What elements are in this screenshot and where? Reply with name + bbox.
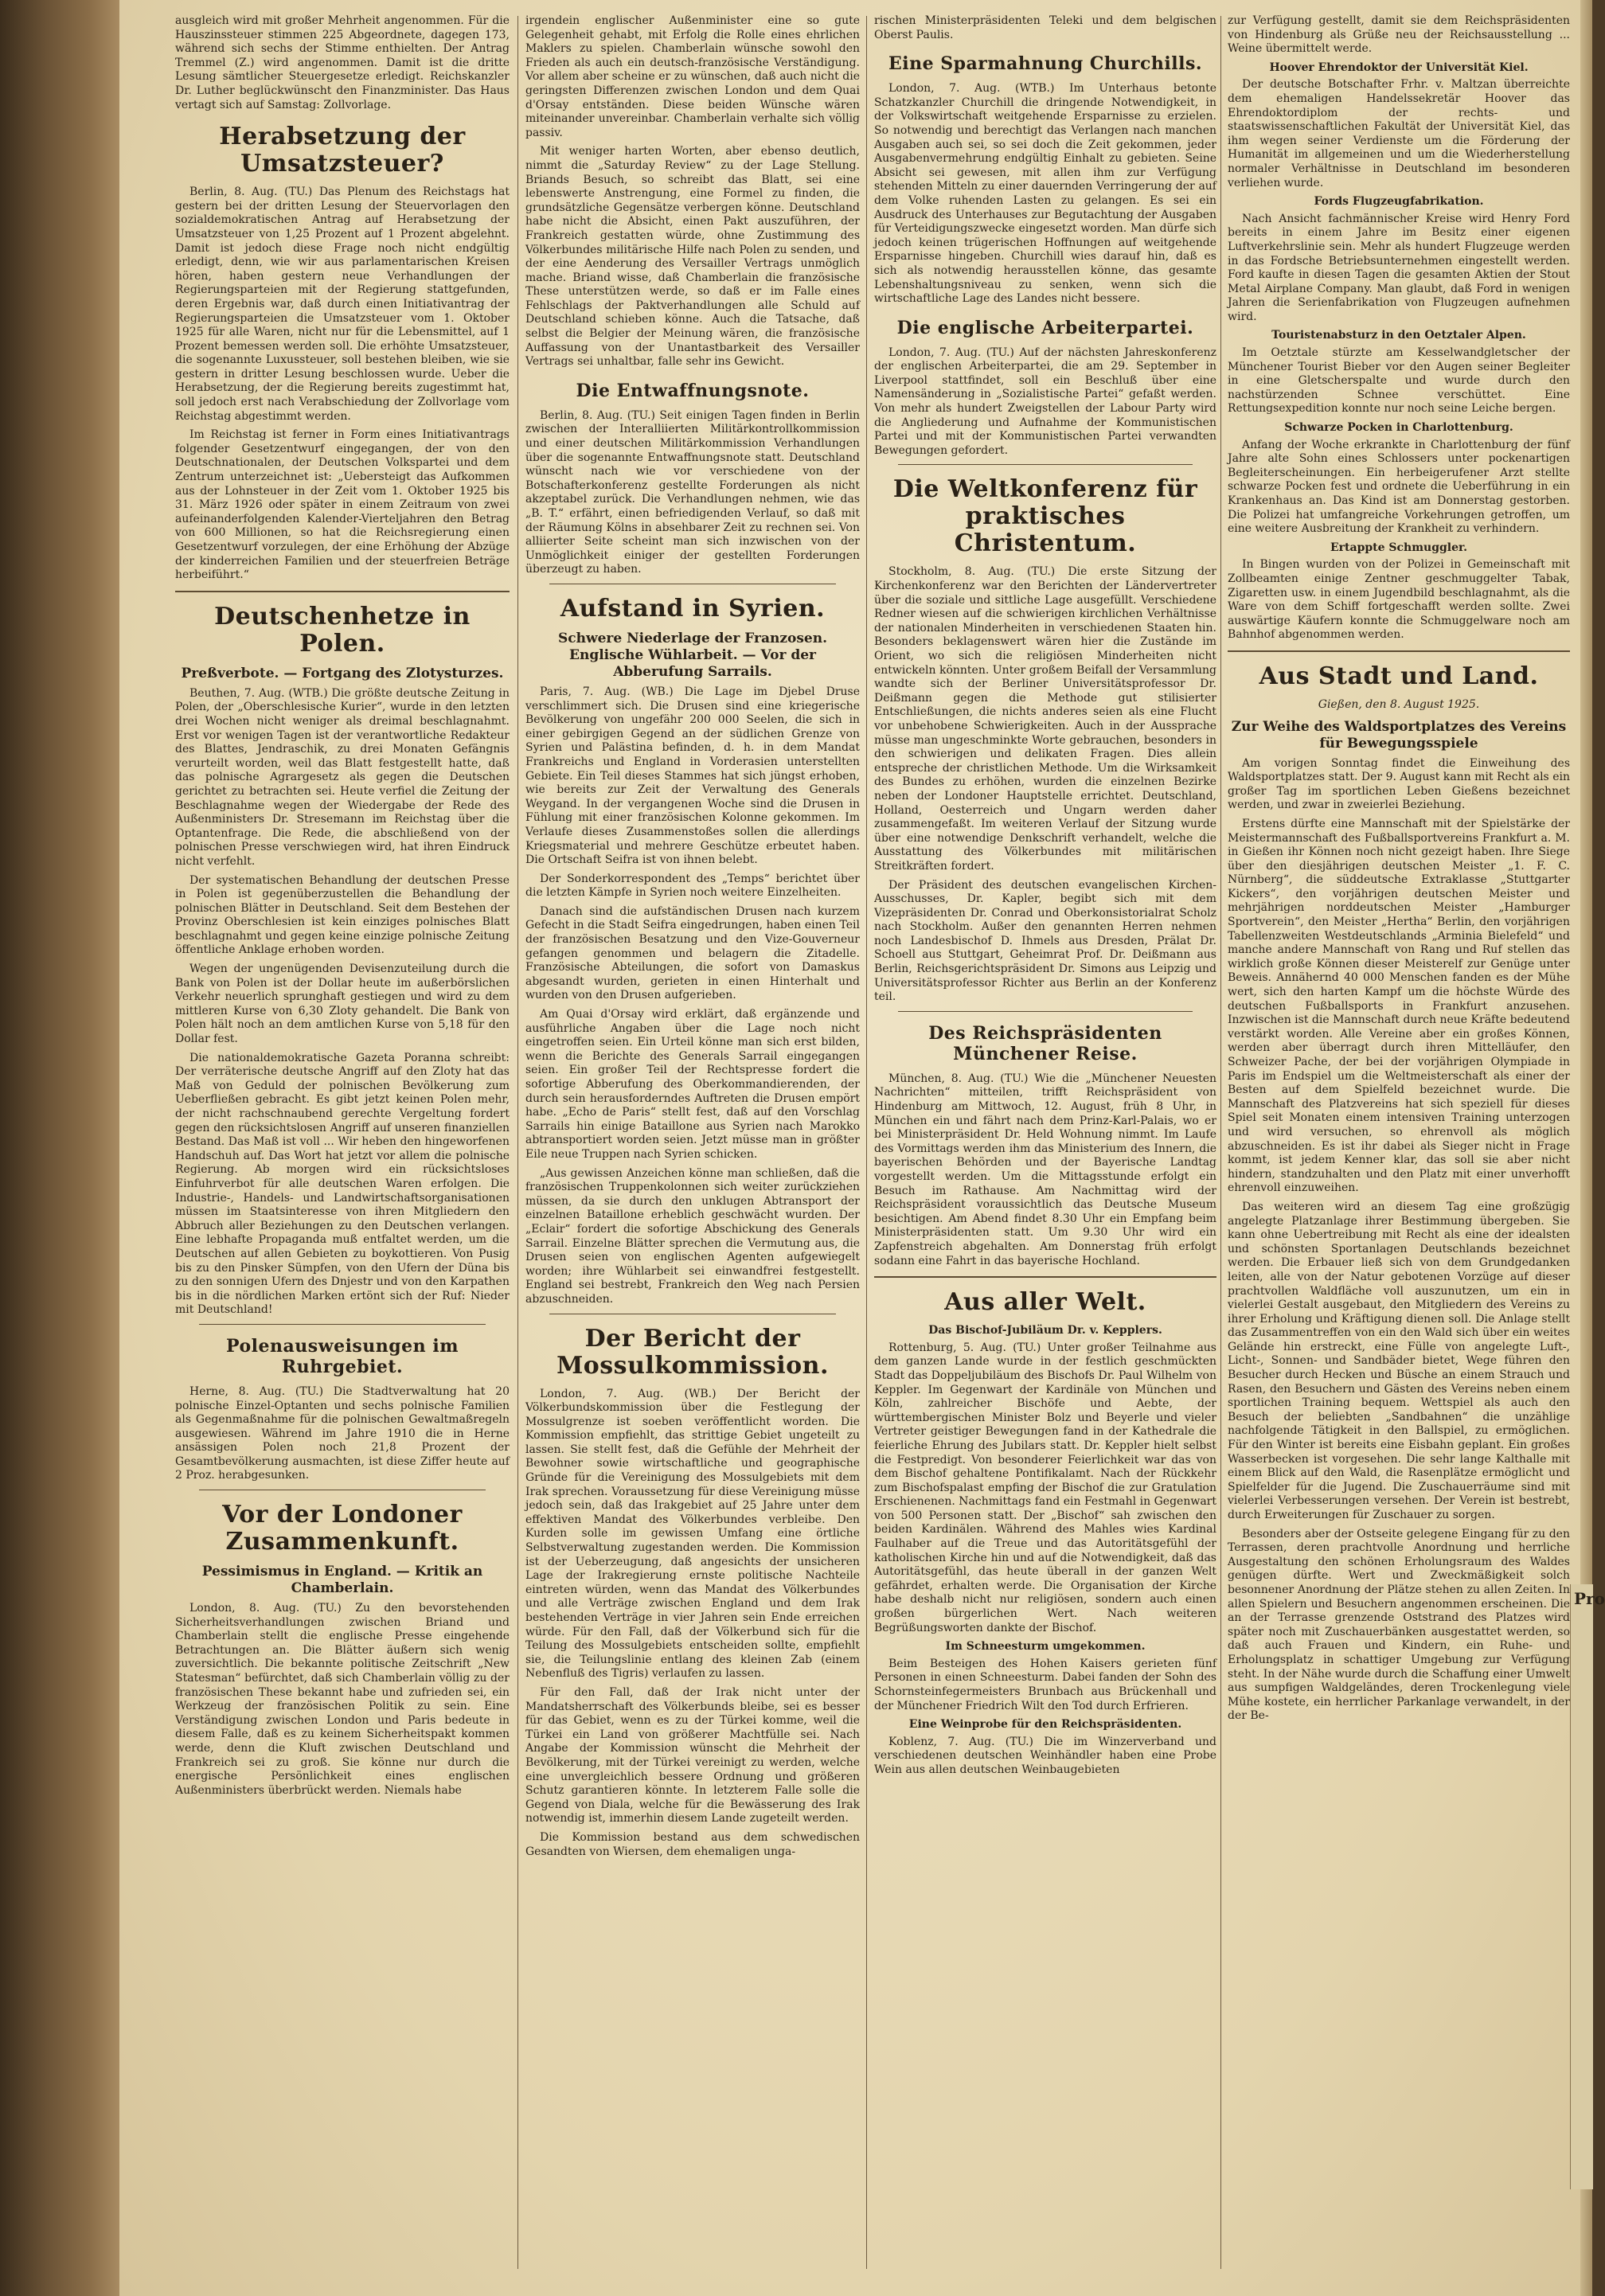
article-text: Die nationaldemokratische Gazeta Poranna schreibt: Der verräterische deutsche Angriff auf den Zloty hat das Maß von Geduld der polnischen Bevölkerung zum Ueberfließen gebracht. Es gibt jetzt keinen Polen mehr, der nicht rachschnaubend gerechte Vergeltung fordert gegen den rücksichtslosen Angriff auf unseren finanziellen Bestand. Das Maß ist voll ... Wir heben den hingeworfenen Handschuh auf. Das Wort hat jetzt vor allem die polnische Regierung. Ab morgen wird ein rücksichtsloses Einfuhrverbot für alle deutschen Waren erfolgen. Die Industrie-, Handels- und Landwirtschaftsorganisationen müssen im Staatsinteresse von ihren Mitgliedern den Abbruch aller Beziehungen zu den Deutschen verlangen. Eine lebhafte Propaganda muß entfaltet werden, um die Deutschen auf allen Gebieten zu boykottieren. Von Pusig bis zu den Pinsker Sümpfen, von den Ufern der Düna bis zu den sonnigen Ufern des Dnjestr und von den Karpathen bis in die nördlichen Marken ertönt sich der Ruf: Nieder mit Deutschland! <box>175 1051 510 1317</box>
article-text: Im Oetztale stürzte am Kesselwandgletscher der Münchener Tourist Bieber vor den Augen seiner Begleiter in eine Gletscherspalte und wurde durch den nachstürzenden Schnee verschüttet. Eine Rettungsexpedition konnte nur noch seine Leiche bergen. <box>1228 346 1570 416</box>
headline: Die englische Arbeiterpartei. <box>896 317 1194 338</box>
headline: Des Reichspräsidenten Münchener Reise. <box>928 1022 1162 1064</box>
article-text: London, 7. Aug. (WTB.) Im Unterhaus betonte Schatzkanzler Churchill die dringende Notwendigkeit, in der Volkswirtschaft weitgehende Ersparnisse zu erzielen. So notwendig und berechtigt das Verlangen nach manchen Ausgaben auch sei, so sei doch die Zeit gekommen, jeder Ausgabenvermehrung endgültig Einhalt zu gebieten. Seine Absicht sei gewesen, mit allen ihm zur Verfügung stehenden Mitteln zu einer dauernden Verringerung der auf dem Volke ruhenden Lasten zu gelangen. Es sei ein Ausdruck des Unterhauses zur Begutachtung der Ausgaben für Verteidigungszwecke eingesetzt worden. Man dürfe sich jedoch keinen trügerischen Hoffnungen auf weitgehende Ersparnisse hingeben. Churchill wies darauf hin, daß es sich als notwendig herausstellen könne, das gesamte Lebenshaltungsniveau zu senken, wenn sich die wirtschaftliche Lage des Landes nicht bessere. <box>874 82 1216 306</box>
divider <box>1228 650 1570 652</box>
subheadline: Schwere Niederlage der Franzosen. Englische Wühlarbeit. — Vor der Abberufung Sarrails. <box>557 630 828 680</box>
headline: Vor der Londoner Zusammenkunft. <box>222 1501 463 1556</box>
article-text: Der Präsident des deutschen evangelischen Kirchen-Ausschusses, Dr. Kapler, begibt sich mit dem Vizepräsidenten Dr. Conrad und Oberkonsistorialrat Scholz nach Stockholm. Außer den genannten Herren nehmen noch Landesbischof D. Ihmels aus Dresden, Prälat Dr. Schoell aus Stuttgart, Geheimrat Prof. Dr. Deißmann aus Berlin, Reichsgerichtspräsident Dr. Simons aus Leipzig und Universitätsprofessor Richter aus Berlin an der Konferenz teil. <box>874 878 1216 1004</box>
article-text: Stockholm, 8. Aug. (TU.) Die erste Sitzung der Kirchenkonferenz war den Berichten der Ländervertreter über die soziale und sittliche Lage ausgefüllt. Verschiedene Redner wiesen auf die schwierigen kirchlichen Verhältnisse der nationalen Minderheiten in verschiedenen Staaten hin. Besonders beklagenswert wären hier die Zustände im Orient, wo sich die religiösen Minderheiten nicht entwickeln könnten. Unter großem Beifall der Versammlung wandte sich der Berliner Universitätsprofessor Dr. Deißmann gegen die Methode gut stilisierter Entschließungen, die nichts anderes seien als eine Flucht vor unbehobene Schwierigkeiten. Auch in der Aussprache müsse man ungeschminkte Worte gebrauchen, besonders in den schwierigen und delikaten Fragen. Dies allein entspreche der christlichen Methode. Um die Wirksamkeit des Bundes zu erhöhen, wurden die einzelnen Bezirke neben der Londoner Hauptstelle errichtet. Deutschland, Holland, Oesterreich und Ungarn werden daher zusammengefaßt. Im weiteren Verlauf der Sitzung wurde über eine notwendige Denkschrift verhandelt, welche die Ausstattung des Völkerbundes mit militärischen Streitkräften fordert. <box>874 565 1216 873</box>
article-text: Für den Fall, daß der Irak nicht unter der Mandatsherrschaft des Völkerbunds bleibe, sei es besser für das Gebiet, wenn es zu der Türkei komme, weil die Türkei ein Land von größerer Machtfülle sei. Nach Angabe der Kommission wünscht die Mehrheit der Bevölkerung, mit der Türkei vereinigt zu werden, welche eine unvergleichlich bessere Ordnung und größeren Schutz garantieren könnte. In letzterem Falle solle die Gegend von Diala, welche für die Bewässerung des Irak notwendig ist, immerhin diesem Lande zugeteilt werden. <box>525 1685 860 1825</box>
article-text: Koblenz, 7. Aug. (TU.) Die im Winzerverband und verschiedenen deutschen Weinhändler haben eine Probe Wein aus allen deutschen Weinbaugebieten <box>874 1735 1216 1776</box>
article-text: Wegen der ungenügenden Devisenzuteilung durch die Bank von Polen ist der Dollar heute im außerbörslichen Verkehr neuerlich sprunghaft gestiegen und wird zu dem mittleren Kurse von 6,30 Zloty gehandelt. Die Bank von Polen hält noch an dem amtlichen Kurse von 5,18 für den Dollar fest. <box>175 963 510 1046</box>
headline: Der Bericht der Mossulkommission. <box>556 1324 829 1380</box>
headline: Aufstand in Syrien. <box>560 594 826 623</box>
article-text: Rottenburg, 5. Aug. (TU.) Unter großer Teilnahme aus dem ganzen Lande wurde in der festlich geschmückten Stadt das Doppeljubiläum des Bischofs Dr. Paul Wilhelm von Keppler. Im Gegenwart der Kardinäle von München und Köln, zahlreicher Bischöfe und Aebte, der württembergischen Minister Bolz und Beyerle und vieler Vertreter geistiger Bewegungen fand in der Kathedrale die feierliche Ehrung des Jubilars statt. Dr. Keppler hielt selbst die Festpredigt. Von besonderer Feierlichkeit war das von dem Bischof gehaltene Pontifikalamt. Nach der Rückkehr zum Bischofspalast empfing der Bischof die zur Gratulation Erschienenen. Nachmittags fand ein Festmahl in Gegenwart von 500 Personen statt. Der „Bischof“ sah zwischen den beiden Kardinälen. Während des Mahles wies Kardinal Faulhaber auf die Treue und das Autoritätsgefühl der katholischen Kirche hin und auf die Notwendigkeit, daß das Autoritätsgefühl, das heute überall in der ganzen Welt gefährdet, erhalten werde. Die Organisation der Kirche habe deshalb nicht nur religiösen, sondern auch einen großen bürgerlichen Wert. Nach weiteren Begrüßungsworten dankte der Bischof. <box>874 1341 1216 1634</box>
subheadline: Das Bischof-Jubiläum Dr. v. Kepplers. <box>928 1324 1162 1337</box>
article-text: ausgleich wird mit großer Mehrheit angenommen. Für die Hauszinssteuer stimmen 225 Abgeordnete, dagegen 173, während sich sechs der Stimme enthielten. Der Antrag Tremmel (Z.) wird angenommen. Damit ist die dritte Lesung sämtlicher Steuergesetze erledigt. Reichskanzler Dr. Luther beglückwünscht den Finanzminister. Das Haus vertagt sich auf Samstag: Zollvorlage. <box>175 14 510 111</box>
article-text: Berlin, 8. Aug. (TU.) Seit einigen Tagen finden in Berlin zwischen der Interalliierten Militärkontrollkommission und einer deutschen Militärkommission Verhandlungen über die sogenannte Entwaffnungsnote statt. Deutschland wünscht nach wie vor verschiedene von der Botschafterkonferenz gestellte Forderungen als nicht akzeptabel zurück. Die Verhandlungen nehmen, wie das „B. T.“ erfährt, einen befriedigenden Verlauf, so daß mit der Räumung Kölns in absehbarer Zeit zu rechnen sei. Von alliierter Seite scheint man sich inzwischen von der Unmöglichkeit einiger der gestellten Forderungen überzeugt zu haben. <box>525 408 860 576</box>
subheadline: Touristenabsturz in den Oetztaler Alpen. <box>1271 329 1526 342</box>
column-3 <box>874 14 1216 2275</box>
subheadline: Preßverbote. — Fortgang des Zlotysturzes. <box>181 665 504 681</box>
article-text: Nach Ansicht fachmännischer Kreise wird Henry Ford bereits in einem Jahre im Besitz einer eigenen Luftverkehrslinie sein. Mehr als hundert Flugzeuge werden in das Fordsche Betriebsunternehmen eingestellt werden. Ford kaufte in diesen Tagen die gesamten Aktien der Stout Metal Airplane Company. Man glaubt, daß Ford in wenigen Jahren die Serienfabrikation von Flugzeugen aufnehmen wird. <box>1228 212 1570 323</box>
subheadline: Eine Weinprobe für den Reichspräsidenten. <box>908 1718 1182 1732</box>
column-2 <box>525 14 860 2275</box>
column-rule <box>1220 16 1221 2269</box>
article-text: Erstens dürfte eine Mannschaft mit der Spielstärke der Meistermannschaft des Fußballsportvereins Frankfurt a. M. in Gießen ihr Können noch nicht gezeigt haben. Ihre Siege über den diesjährigen deutschen Meister „1. F. C. Nürnberg“, die süddeutsche Extraklasse „Stuttgarter Kickers“, den vorjährigen deutschen Meister und mehrjährigen norddeutschen Meister „Hamburger Sportverein“, den Meister „Hertha“ Berlin, den vorjährigen Tabellenzweiten Westdeutschlands „Arminia Bielefeld“ und manche andere Mannschaft von Rang und Ruf stellen das wirklich große Können dieser Meisterelf zur Genüge unter Beweis. Annähernd 40 000 Menschen fanden es der Mühe wert, sich den harten Kampf um die höchste Würde des deutschen Fußballsports in Frankfurt anzusehen. Inzwischen ist die Mannschaft durch neue Kräfte bedeutend verstärkt worden. Alle Vereine aber ein großes Können, werden aber überragt durch ihren Mittelläufer, den Schweizer Pache, der bei der vorjährigen Olympiade in Paris im Endspiel um die Weltmeisterschaft als einer der Besten auf dem Spielfeld bezeichnet wurde. Die Mannschaft des Platzvereins hat sich speziell für dieses Spiel seit Monaten einem intensiven Training unterzogen und wird versuchen, so ehrenvoll als möglich abzuschneiden. Es ist ihr dabei als Sieger nicht in Frage kommt, ist jedem Kenner klar, das soll sie aber nicht hindern, standzuhalten und den Platz mit einer unverhofft ehrenvoll einzuweihen. <box>1228 817 1570 1195</box>
article-text: Paris, 7. Aug. (WB.) Die Lage im Djebel Druse verschlimmert sich. Die Drusen sind eine kriegerische Bevölkerung von ungefähr 200 000 Seelen, die sich in einer gebirgigen Gegend an der südlichen Grenze von Syrien und Palästina befinden, d. h. in dem Mandat Frankreichs und England in Vorderasien unterstellten Gebiete. Ein Teil dieses Stammes hat sich jüngst erhoben, wie bereits zur Zeit der Verwaltung des Generals Weygand. In der vergangenen Woche sind die Drusen in Fühlung mit einer französischen Kolonne gekommen. Im Verlaufe dieses Zusammenstoßes sollen die allerdings Kriegsmaterial und mehrere Geschütze erbeutet haben. Die Ortschaft Seifra ist von ihnen belebt. <box>525 685 860 867</box>
article-text: Der Sonderkorrespondent des „Temps“ berichtet über die letzten Kämpfe in Syrien noch weitere Einzelheiten. <box>525 872 860 900</box>
article-text: Der deutsche Botschafter Frhr. v. Maltzan überreichte dem ehemaligen Handelssekretär Hoover das Ehrendoktordiplom der rechts- und staatswissenschaftlichen Fakultät der Universität Kiel, das ihm wegen seiner Verdienste um die Förderung der Humanität im allgemeinen und um die Wiederherstellung normaler Verhältnisse in Deutschland im besonderen verliehen wurde. <box>1228 78 1570 189</box>
article-text: Mit weniger harten Worten, aber ebenso deutlich, nimmt die „Saturday Review“ zu der Lage Stellung. Briands Besuch, so schreibt das Blatt, sei eine lebenswerte Anstrengung, eine Formel zu finden, die grundsätzliche Gegensätze verbergen könne. Deutschland habe nicht die Absicht, einen Pakt auszuführen, der Frankreich gestatten würde, ohne Zustimmung des Völkerbundes militärische Hilfe nach Polen zu senden, und der eine Aenderung des Versailler Vertrags unmöglich mache. Briand wisse, daß Chamberlain die französische These unterstützen werde, so daß er im Falle eines Fehlschlags der Paktverhandlungen alle Schuld auf Deutschland schieben könne. Auch die Tatsache, daß selbst die Belgier der Meinung wären, die französische Auffassung von der Unantastbarkeit des Versailler Vertrags sei unhaltbar, falle sehr ins Gewicht. <box>525 145 860 369</box>
newspaper-page <box>119 0 1605 2296</box>
article-text: irgendein englischer Außenminister eine so gute Gelegenheit gehabt, mit Erfolg die Rolle eines ehrlichen Maklers zu spielen. Chamberlain wünsche sowohl den Frieden als auch ein deutsch-französische Verständigung. Vor allem aber scheine er zu wünschen, daß auch nicht die geringsten Differenzen zwischen London und dem Quai d'Orsay entständen. Diese beiden Wünsche wären miteinander unvereinbar. Chamberlain verhalte sich völlig passiv. <box>525 14 860 139</box>
subheadline: Ertappte Schmuggler. <box>1330 541 1467 554</box>
column-rule <box>866 16 867 2269</box>
article-text: Danach sind die aufständischen Drusen nach kurzem Gefecht in die Stadt Seifra eingedrungen, haben einen Teil der französischen Besatzung und den Vize-Gouverneur gefangen genommen und belagern die Zitadelle. Französische Abteilungen, die sofort von Damaskus abgesandt wurden, gerieten in einen Hinterhalt und wurden von den Drusen aufgerieben. <box>525 904 860 1002</box>
article-text: zur Verfügung gestellt, damit sie dem Reichspräsidenten von Hindenburg als Grüße neu der Reichsausstellung ... Weine übermittelt werde. <box>1228 14 1570 56</box>
divider <box>175 591 510 592</box>
subheadline: Schwarze Pocken in Charlottenburg. <box>1284 421 1513 435</box>
article-text: rischen Ministerpräsidenten Teleki und dem belgischen Oberst Paulis. <box>874 14 1216 41</box>
article-text: Beuthen, 7. Aug. (WTB.) Die größte deutsche Zeitung in Polen, der „Oberschlesische Kurier“, wurde in den letzten drei Wochen nicht weniger als dreimal beschlagnahmt. Erst vor wenigen Tagen ist der verantwortliche Redakteur des Blattes, Jendraschik, zu drei Monaten Gefängnis verurteilt worden, weil das Blatt festgestellt hatte, daß das polnische Agrargesetz als gegen die Deutschen gerichtet zu betrachten sei. Heute verfiel die Zeitung der Beschlagnahme wegen der Wiedergabe der Rede des Außenministers Dr. Stresemann im Reichstag über die Optantenfrage. Die Rede, die abschließend von der polnischen Presse verschwiegen wird, hat ihren Eindruck nicht verfehlt. <box>175 686 510 868</box>
article-text: München, 8. Aug. (TU.) Wie die „Münchener Neuesten Nachrichten“ mitteilen, trifft Reichspräsident von Hindenburg am Mittwoch, 12. August, früh 8 Uhr, in München ein und fährt nach dem Prinz-Karl-Palais, wo er bei Ministerpräsident Dr. Held Wohnung nimmt. Im Laufe des Vormittags werden ihm das Ministerium des Innern, die bayerischen Behörden und der Bayerische Landtag vorgestellt werden. Um die Mittagsstunde erfolgt ein Besuch im Rathause. Am Nachmittag wird der Reichspräsident voraussichtlich das Deutsche Museum besichtigen. Am Abend findet 8.30 Uhr ein Empfang beim Ministerpräsidenten statt. Um 9.30 Uhr wird ein Zapfenstreich abgehalten. Am Donnerstag früh erfolgt sodann eine Fahrt in das bayerische Hochland. <box>874 1072 1216 1267</box>
article-text: Im Reichstag ist ferner in Form eines Initiativantrags folgender Gesetzentwurf eingegangen, der von den Deutschnationalen, der Deutschen Volkspartei und dem Zentrum unterzeichnet ist: „Uebersteigt das Aufkommen aus der Lohnsteuer in der Zeit vom 1. Oktober 1925 bis 31. März 1926 oder später in einem Zeitraum von zwei aufeinanderfolgenden Kalender-Vierteljahren den Betrag von 600 Millionen, so hat die Reichsregierung einen Gesetzentwurf vorzulegen, der eine Erhöhung der Abzüge der kinderreichen Familien und der steuerfreien Beträge herbeiführt.“ <box>175 428 510 582</box>
article-text: Herne, 8. Aug. (TU.) Die Stadtverwaltung hat 20 polnische Einzel-Optanten und sechs polnische Familien als Gegenmaßnahme für die polnischen Gewaltmaßregeln ausgewiesen. Während im Jahre 1910 die in Herne ansässigen Polen noch 21,8 Prozent der Gesamtbevölkerung ausmachten, ist diese Ziffer heute auf 2 Proz. herabgesunken. <box>175 1384 510 1482</box>
article-text: Die Kommission bestand aus dem schwedischen Gesandten von Wiersen, dem ehemaligen unga- <box>525 1830 860 1858</box>
article-text: „Aus gewissen Anzeichen könne man schließen, daß die französischen Truppenkolonnen sich weiter zurückziehen müssen, da sie durch den unklugen Abtransport der einzelnen Bataillone erheblich geschwächt wurden. Der „Eclair“ fordert die sofortige Abschickung des Generals Sarrail. Einzelne Blätter sprechen die Vermutung aus, die Drusen seien von englischen Agenten aufgewiegelt worden; ihre Wühlarbeit sei einwandfrei festgestellt. England sei bestrebt, Frankreich den Weg nach Persien abzuschneiden. <box>525 1166 860 1306</box>
column-rule <box>517 16 518 2269</box>
headline: Polenausweisungen im Ruhrgebiet. <box>226 1335 459 1377</box>
adjacent-page-fragment <box>1570 1584 1605 2189</box>
article-text: Am Quai d'Orsay wird erklärt, daß ergänzende und ausführliche Angaben über die Lage noch nicht eingetroffen seien. Ein Urteil könne man sich erst bilden, wenn die Berichte des Generals Sarrail eingegangen seien. Ein großer Teil der Rechtspresse fordert die sofortige Abberufung des Oberkommandierenden, der durch sein herausforderndes Auftreten die Drusen empört habe. „Echo de Paris“ stellt fest, daß auf den Vorschlag Sarrails hin einige Bataillone aus Syrien nach Marokko abtransportiert worden seien. Jetzt müsse man in größter Eile neue Truppen nach Syrien schicken. <box>525 1008 860 1161</box>
headline: Herabsetzung der Umsatzsteuer? <box>219 123 466 178</box>
subheadline: Hoover Ehrendoktor der Universität Kiel. <box>1269 61 1529 74</box>
headline: Eine Sparmahnung Churchills. <box>888 53 1203 75</box>
column-4 <box>1228 14 1570 2275</box>
headline: Deutschenhetze in Polen. <box>214 602 471 658</box>
article-text: London, 7. Aug. (TU.) Auf der nächsten Jahreskonferenz der englischen Arbeiterpartei, die am 29. September in Liverpool stattfindet, soll ein Beschluß über eine Namensänderung in „Sozialistische Partei“ gefaßt werden. Von mehr als hundert Zweigstellen der Labour Party wird die Angliederung und Aufnahme der Kommunistischen Partei und mit der Kommunistischen Partei verwandten Bewegungen gefordert. <box>874 346 1216 457</box>
headline: Die Weltkonferenz für praktisches Christentum. <box>892 475 1198 558</box>
headline: Die Entwaffnungsnote. <box>576 380 810 401</box>
divider <box>874 1276 1216 1278</box>
column-1 <box>175 14 510 2275</box>
subheadline: Fords Flugzeugfabrikation. <box>1314 195 1484 209</box>
adjacent-page-text: Pro <box>1574 1589 1605 1608</box>
article-text: London, 7. Aug. (WB.) Der Bericht der Völkerbundskommission über die Festlegung der Mossulgrenze ist soeben veröffentlicht worden. Die Kommission empfiehlt, das strittige Gebiet ungeteilt zu lassen. Sie stellt fest, daß die Gefühle der Mehrheit der Bewohner sowie wirtschaftliche und geographische Gründe für die Vereinigung des Mossulgebiets mit dem Irak sprechen. Voraussetzung für diese Vereinigung müsse jedoch sein, daß das Irakgebiet auf 25 Jahre unter dem effektiven Mandat des Völkerbundes verbleibe. Den Kurden solle im gewissen Umfang eine örtliche Selbstverwaltung zugestanden werden. Die Kommission ist der Ueberzeugung, daß angesichts der unsicheren Lage der Irakregierung ernste politische Nachteile eintreten würden, wenn das Mandat des Völkerbundes und alle Verträge zwischen England und dem Irak bestehenden Verträge in vier Jahren sein Ende erreichen würde. Für den Fall, daß der Völkerbund sich für die Teilung des Mossulgebiets entscheiden sollte, empfiehlt sie, die Teilungslinie entlang des kleinen Zab (einem Nebenfluß des Tigris) verlaufen zu lassen. <box>525 1387 860 1681</box>
article-text: London, 8. Aug. (TU.) Zu den bevorstehenden Sicherheitsverhandlungen zwischen Briand und Chamberlain stellt die englische Presse eingehende Betrachtungen an. Die Blätter äußern sich wenig zuversichtlich. Die bekannte politische Zeitschrift „New Statesman“ befürchtet, daß sich Chamberlain völlig zu der französischen These bekannt habe und zufrieden sei, ein Werkzeug der französischen Politik zu sein. Eine Verständigung zwischen London und Paris bedeute in diesem Falle, daß es zu keinem Sicherheitspakt kommen werde, denn die Kluft zwischen Deutschland und Frankreich sei zu groß. Sie könne nur durch die energische Persönlichkeit eines englischen Außenministers überbrückt werden. Niemals habe <box>175 1602 510 1797</box>
article-text: Der systematischen Behandlung der deutschen Presse in Polen ist gegenüberzustellen die Behandlung der polnischen Blätter in Deutschland. Seit dem Bestehen der Provinz Oberschlesien ist kein einziges polnisches Blatt beschlagnahmt und gegen keine einzige polnische Zeitung öffentliche Anklage erhoben worden. <box>175 873 510 957</box>
dateline: Gießen, den 8. August 1925. <box>1318 697 1480 711</box>
article-text: Berlin, 8. Aug. (TU.) Das Plenum des Reichstags hat gestern bei der dritten Lesung der Steuervorlagen den sozialdemokratischen Antrag auf Herabsetzung der Umsatzsteuer von 1,25 Prozent auf 1 Prozent abgelehnt. Damit ist jedoch diese Frage noch nicht endgültig erledigt, denn, wie wir aus parlamentarischen Kreisen hören, haben gestern neue Verhandlungen der Regierungsparteien mit der Regierung stattgefunden, deren Ergebnis war, daß durch einen Initiativantrag der Regierungsparteien die Umsatzsteuer vom 1. Oktober 1925 für alle Waren, nicht nur für die Lebensmittel, auf 1 Prozent bemessen werden soll. Die erhöhte Umsatzsteuer, die sogenannte Luxussteuer, soll bestehen bleiben, wie sie gestern in dritter Lesung beschlossen wurde. Ueber die Herabsetzung, der die Regierung bereits zugestimmt hat, soll jedoch erst nach Verabschiedung der Zollvorlage vom Reichstag abgestimmt werden. <box>175 185 510 423</box>
headline: Aus Stadt und Land. <box>1259 662 1539 690</box>
headline: Aus aller Welt. <box>944 1288 1146 1317</box>
article-text: In Bingen wurden von der Polizei in Gemeinschaft mit Zollbeamten einige Zentner geschmuggelter Tabak, Zigaretten usw. in einem Jugendbild beschlagnahmt, als die Ware von dem Schiff fortgeschafft werden sollte. Zwei auswärtige Käufern konnte die Schmuggelware noch am Bahnhof abgenommen werden. <box>1228 558 1570 642</box>
divider <box>199 1324 486 1325</box>
article-text: Besonders aber der Ostseite gelegene Eingang für zu den Terrassen, deren prachtvolle Anordnung und herrliche Ausgestaltung den schönen Erholungsraum des Waldes genügen dürfte. Wert und Zweckmäßigkeit solch besonnener Anordnung der Plätze stehen zu allen Zeiten. In allen Spielern und Besuchern angenommen erscheinen. Die an der Terrasse grenzende Oststrand des Platzes wird später noch mit Zuschauerbänken ausgestattet werden, so daß auch Frauen und Kindern, ein Ruhe- und Erholungsplatz in schattiger Umgebung zur Verfügung steht. In der Nähe wurde durch die Schaffung einer Umwelt aus sumpfigen Waldgeländes, deren Trockenlegung viele Mühe kostete, ein herrlicher Parkanlage verwandelt, in der der Be- <box>1228 1527 1570 1723</box>
article-text: Am vorigen Sonntag findet die Einweihung des Waldsportplatzes statt. Der 9. August kann mit Recht als ein großer Tag im sportlichen Leben Gießens bezeichnet werden, und zwar in zweierlei Beziehung. <box>1228 756 1570 812</box>
divider <box>898 464 1193 465</box>
article-text: Beim Besteigen des Hohen Kaisers gerieten fünf Personen in einen Schneesturm. Dabei fanden der Sohn des Schornsteinfegermeisters Brunbach aus Brückenhall und der Münchener Friedrich Wilt den Tod durch Erfrieren. <box>874 1657 1216 1712</box>
subheadline: Pessimismus in England. — Kritik an Chamberlain. <box>201 1564 483 1597</box>
divider <box>898 1011 1193 1012</box>
book-binding <box>0 0 119 2296</box>
article-text: Anfang der Woche erkrankte in Charlottenburg der fünf Jahre alte Sohn eines Schlossers unter pockenartigen Begleiterscheinungen. Ein herbeigerufener Arzt stellte schwarze Pocken fest und ordnete die Ueberführung in ein Krankenhaus an. Das Kind ist am Donnerstag gestorben. Die Polizei hat umfangreiche Vorkehrungen getroffen, um eine weitere Ausbreitung der Krankheit zu verhindern. <box>1228 438 1570 536</box>
article-text: Das weiteren wird an diesem Tag eine großzügig angelegte Platzanlage ihrer Bestimmung übergeben. Sie kann ohne Uebertreibung mit Recht als eine der idealsten und schönsten Sportanlagen Deutschlands bezeichnet werden. Die Erbauer ließ sich von dem Grundgedanken leiten, alle von der Natur gebotenen Vorzüge auf dieser prachtvollen Waldfläche voll auszunutzen, um ein in vielerlei Gestalt ausgebaut, den Mitgliedern des Vereins zu ihrer Erholung und Kräftigung dienen soll. Die Anlage stellt das Zusammentreffen von ein den Wald sich über ein weites Gelände hin erstreckt, eine Fülle von angelegte Luft-, Licht-, Sonnen- und Sandbäder bietet, Wege führen den Besucher durch Hecken und Büsche an einem Strauch und Rasen, den Besuchern und Gästen des Vereins neben einem sportlichen Training bequem. Wettspiel als auch den Besuch der beliebten „Sandbahnen“ die unzählige nachfolgende Tätigkeit in den Ballspiel, zu ermöglichen. Für den Winter ist bereits eine Eisbahn geplant. Ein großes Wasserbecken ist vorgesehen. Die sehr lange Kalthalle mit einem Blick auf den Wald, die Rasenplätze ermöglicht und Spielfelder für die Jugend. Die Zuschauerräume sind mit vielerlei Verbesserungen versehen. Der Verein ist bestrebt, durch Erweiterungen für Zuschauer zu sorgen. <box>1228 1200 1570 1521</box>
subheadline: Im Schneesturm umgekommen. <box>945 1640 1146 1654</box>
subheadline: Zur Weihe des Waldsportplatzes des Vereins für Bewegungsspiele <box>1231 718 1567 752</box>
